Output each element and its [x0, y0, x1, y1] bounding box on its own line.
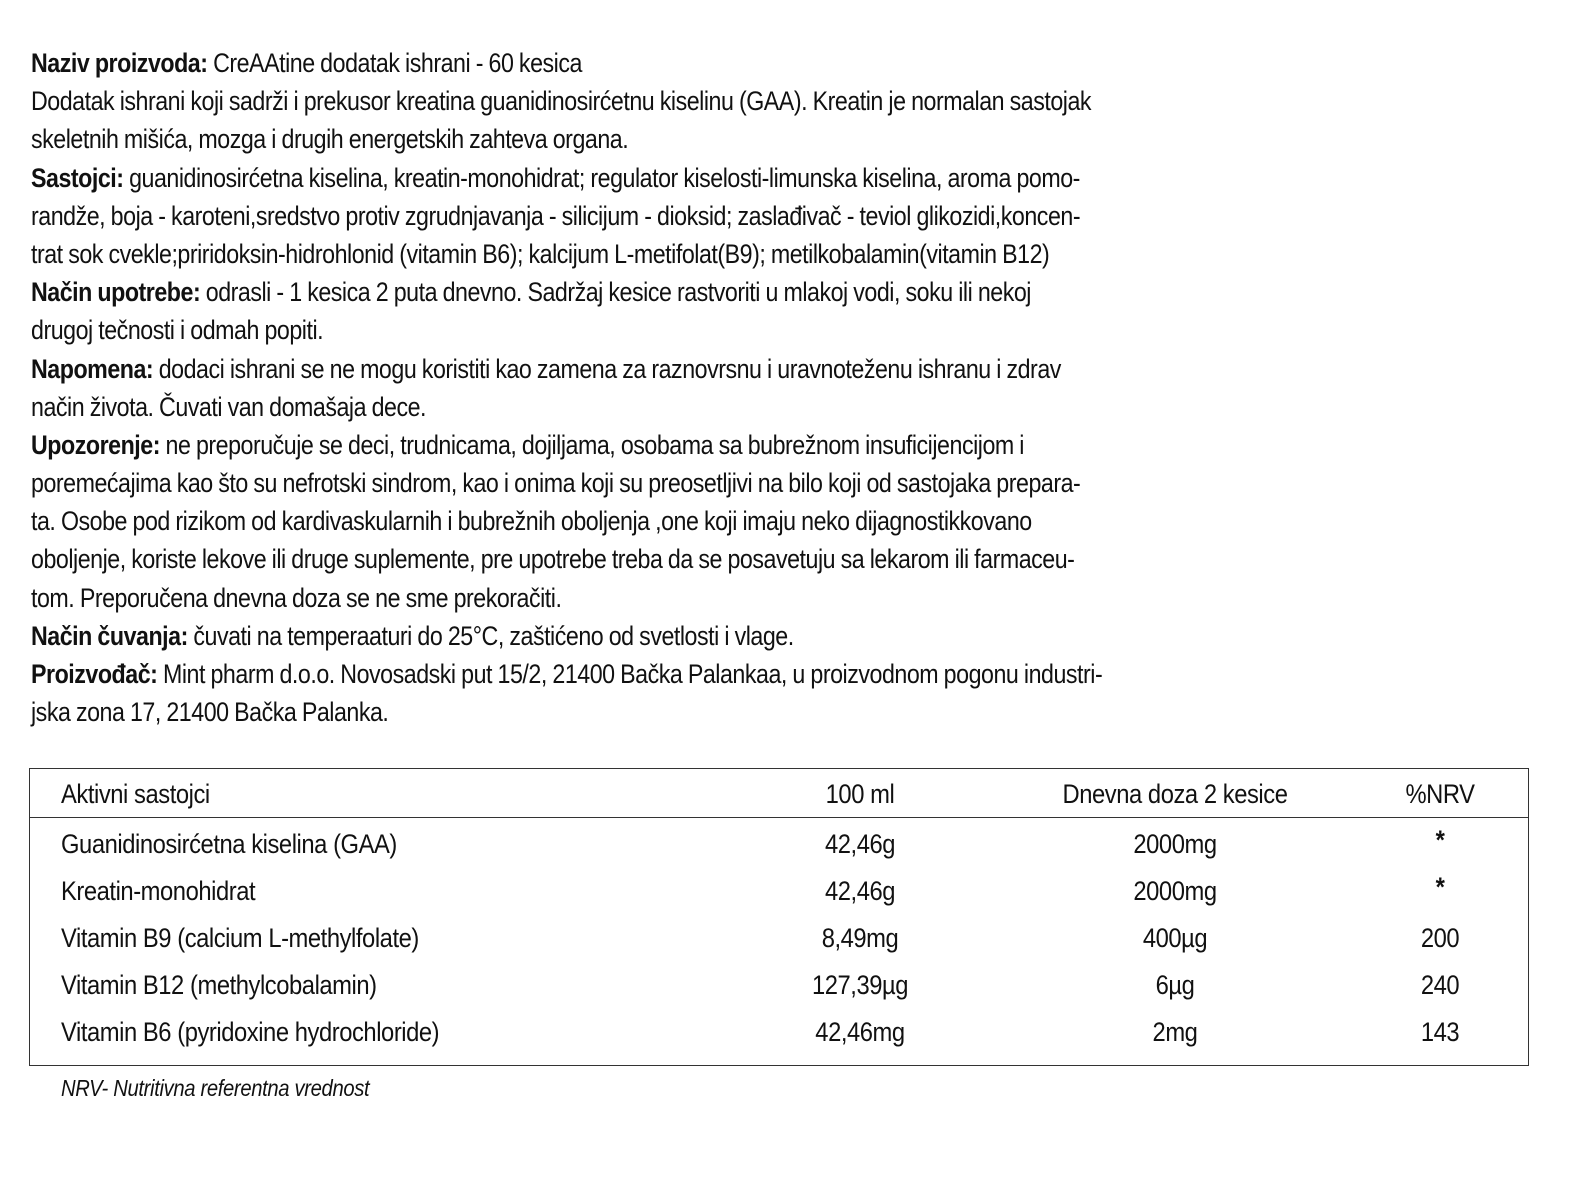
ingredient-name: Guanidinosirćetna kiselina (GAA) [61, 829, 397, 859]
header-per-100ml: 100 ml [825, 779, 895, 809]
nrv-value: 200 [1420, 923, 1460, 953]
field-text: Dodatak ishrani koji sadrži i prekusor kreatina guanidinosirćetnu kiselinu (GAA). Kreatin je normalan sastojak [31, 86, 1092, 117]
per-100ml-value: 8,49mg [821, 923, 899, 953]
text-line [31, 350, 1571, 388]
ingredient-name: Vitamin B12 (methylcobalamin) [61, 970, 377, 1000]
text-line [31, 655, 1571, 693]
product-description [31, 44, 1571, 731]
field-text: drugoj tečnosti i odmah popiti. [31, 315, 324, 346]
table-row [30, 825, 1528, 876]
field-text: dodaci ishrani se ne mogu koristiti kao zamena za raznovrsnu i uravnoteženu ishranu i zdrav [153, 353, 1061, 384]
ingredient-name: Vitamin B6 (pyridoxine hydrochloride) [61, 1017, 440, 1047]
field-text: skeletnih mišića, mozga i drugih energetskih zahteva organa. [31, 124, 629, 155]
text-line [31, 311, 1571, 349]
field-text: randže, boja - karoteni,sredstvo protiv zgrudnjavanja - silicijum - dioksid; zaslađivač - teviol glikozidi,koncen- [31, 200, 1081, 231]
field-label: Naziv proizvoda: [31, 48, 208, 78]
text-line [31, 579, 1571, 617]
field-text: oboljenje, koriste lekove ili druge suplemente, pre upotrebe treba da se posavetuju sa lekarom ili farmaceu- [31, 544, 1075, 575]
daily-dose-value: 2000mg [1133, 876, 1217, 906]
daily-dose-value: 6µg [1155, 970, 1195, 1000]
nrv-value: * [1435, 872, 1445, 902]
daily-dose-value: 2mg [1152, 1017, 1198, 1047]
table-row [30, 970, 1528, 1017]
header-nrv: %NRV [1405, 779, 1475, 809]
field-text: način života. Čuvati van domašaja dece. [31, 391, 427, 422]
text-line [31, 273, 1571, 311]
text-line [31, 82, 1571, 120]
ingredient-name: Vitamin B9 (calcium L-methylfolate) [61, 923, 419, 953]
per-100ml-value: 42,46g [824, 876, 896, 906]
field-label: Način upotrebe: [31, 277, 201, 308]
text-line [31, 617, 1571, 655]
text-line [31, 502, 1571, 540]
nrv-value: 240 [1420, 970, 1460, 1000]
per-100ml-value: 127,39µg [811, 970, 909, 1000]
text-line [31, 693, 1571, 731]
table-row [30, 1017, 1528, 1064]
table-header [30, 769, 1528, 818]
text-line [31, 388, 1571, 426]
text-line [31, 197, 1571, 235]
active-ingredients-table [29, 768, 1529, 1066]
field-text: ta. Osobe pod rizikom od kardivaskularnih i bubrežnih oboljenja ,one koji imaju neko dijagnostikkovano [31, 506, 1032, 537]
field-label: Napomena: [31, 353, 154, 384]
nrv-value: 143 [1420, 1017, 1460, 1047]
text-line [31, 540, 1571, 578]
text-line [31, 159, 1571, 197]
field-label: Proizvođač: [31, 659, 158, 689]
text-line [31, 235, 1571, 273]
table-row [30, 923, 1528, 970]
nrv-footnote: NRV- Nutritivna referentna vrednost [61, 1075, 370, 1101]
field-text: Mint pharm d.o.o. Novosadski put 15/2, 21400 Bačka Palankaa, u proizvodnom pogonu industri- [157, 659, 1103, 689]
per-100ml-value: 42,46mg [815, 1017, 905, 1047]
per-100ml-value: 42,46g [824, 829, 896, 859]
field-text: tom. Preporučena dnevna doza se ne sme prekoračiti. [31, 582, 562, 613]
field-text: guanidinosirćetna kiselina, kreatin-monohidrat; regulator kiselosti-limunska kiselina, aroma pomo- [123, 162, 1080, 193]
field-text: CreAAtine dodatak ishrani - 60 kesica [207, 48, 582, 78]
nrv-value: * [1435, 825, 1445, 855]
text-line [31, 426, 1571, 464]
field-label: Način čuvanja: [31, 620, 188, 651]
daily-dose-value: 400µg [1142, 923, 1208, 953]
ingredient-name: Kreatin-monohidrat [61, 876, 256, 906]
field-text: odrasli - 1 kesica 2 puta dnevno. Sadržaj kesice rastvoriti u mlakoj vodi, soku ili nekoj [200, 277, 1031, 308]
field-text: čuvati na temperaaturi do 25°C, zaštićeno od svetlosti i vlage. [187, 620, 794, 651]
field-text: jska zona 17, 21400 Bačka Palanka. [31, 697, 389, 728]
field-label: Upozorenje: [31, 429, 160, 460]
header-ingredient: Aktivni sastojci [61, 779, 210, 809]
field-text: poremećajima kao što su nefrotski sindrom, kao i onima koji su preosetljivi na bilo koji od sastojaka prepara- [31, 468, 1081, 499]
text-line [31, 464, 1571, 502]
header-daily-dose: Dnevna doza 2 kesice [1062, 779, 1288, 809]
field-label: Sastojci: [31, 162, 124, 193]
text-line [31, 44, 1571, 82]
daily-dose-value: 2000mg [1133, 829, 1217, 859]
field-text: ne preporučuje se deci, trudnicama, dojiljama, osobama sa bubrežnom insuficijencijom i [159, 429, 1024, 460]
table-row [30, 872, 1528, 923]
field-text: trat sok cvekle;priridoksin-hidrohlonid (vitamin B6); kalcijum L-metifolat(B9); metilkobalamin(vitamin B12) [31, 238, 1050, 269]
text-line [31, 120, 1571, 158]
